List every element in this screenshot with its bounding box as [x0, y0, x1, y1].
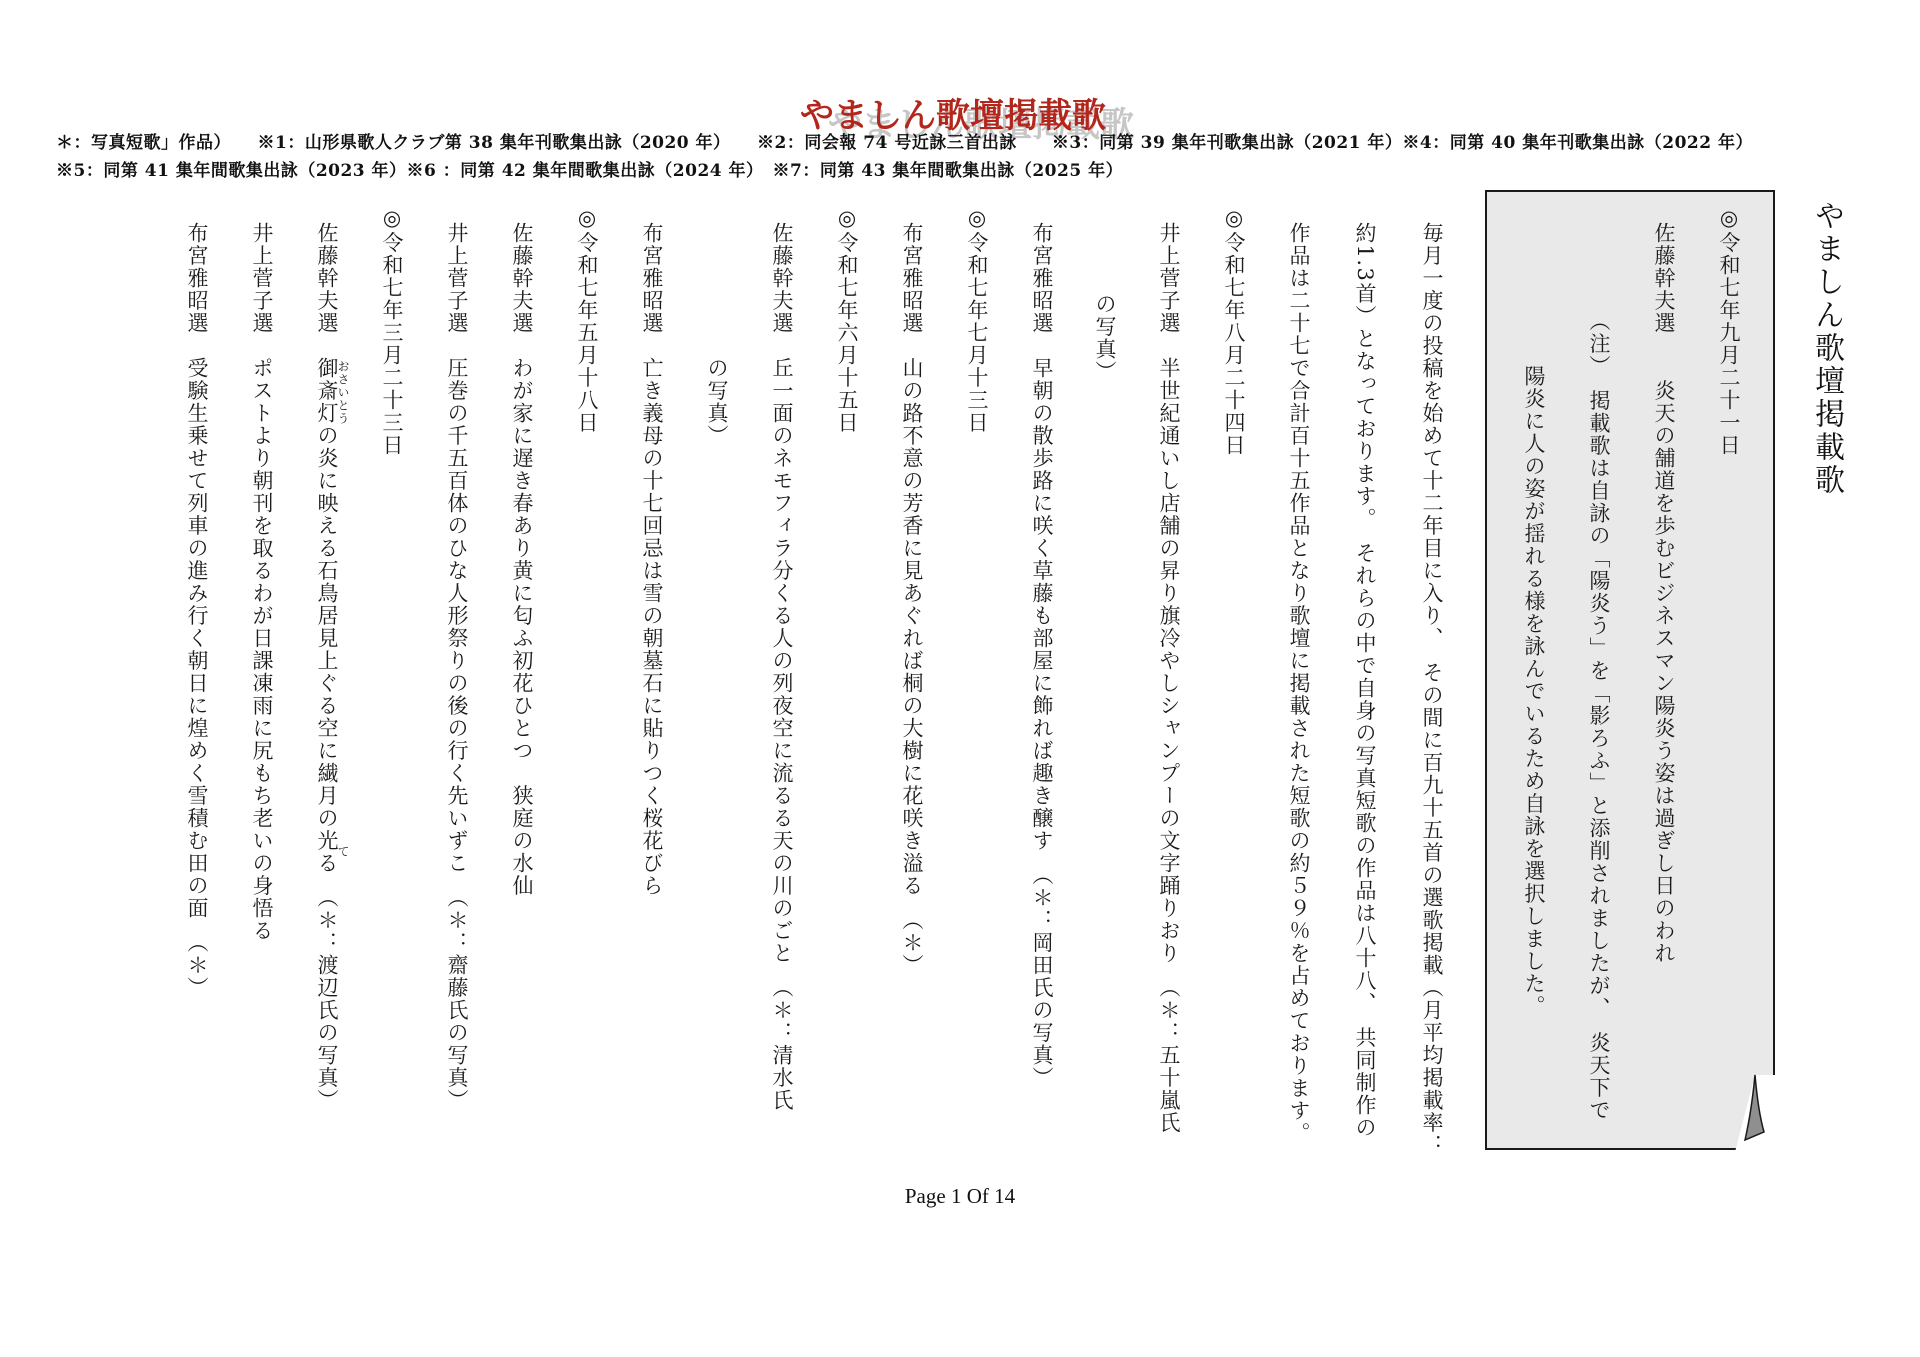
intro-line-2-rest: 首）となっております。 それらの中で自身の写真短歌の作品は八十八、 共同制作の — [1353, 282, 1377, 1139]
page-title: やましん歌壇掲載歌 — [800, 96, 1106, 136]
poem-line: 井上菅子選 半世紀通いし店舗の昇り旗冷やしシャンプーの文字踊りおり （＊：五十嵐氏 — [1157, 222, 1181, 1134]
side-vertical-title: やましん歌壇掲載歌 — [1809, 200, 1844, 497]
date-heading: ◎令和七年六月十五日 — [835, 206, 859, 434]
poem-line: 布宮雅昭選 山の路不意の芳香に見あぐれば桐の大樹に花咲き溢る （＊） — [900, 222, 924, 977]
poem-continuation: の写真） — [705, 357, 729, 447]
intro-line-2-prefix: 約 — [1353, 222, 1377, 245]
poem-line: 井上菅子選 圧巻の千五百体のひな人形祭りの後の行く先いずこ （＊：齋藤氏の写真） — [445, 222, 469, 1112]
poem-line: 布宮雅昭選 亡き義母の十七回忌は雪の朝墓石に貼りつく桜花びら — [640, 222, 664, 897]
furigana-te: て — [336, 845, 350, 858]
note-box-note-line-1: （注） 掲載歌は自詠の「陽炎う」を「影ろふ」と添削されましたが、 炎天下で — [1587, 310, 1611, 1122]
date-heading: ◎令和七年七月十三日 — [965, 206, 989, 434]
page-number-footer: Page 1 Of 14 — [904, 1184, 1016, 1208]
legend-line-1: ＊：写真短歌」作品） ※1：山形県歌人クラブ第 38 集年刊歌集出詠（2020 年） ※2：同会報 74 号近詠三首出詠 ※3：同第 39 集年刊歌集出詠（2021 年）※4：同第 40 集年刊歌集出詠（2022 年） — [56, 133, 1753, 153]
poem-line: 佐藤幹夫選 わが家に遅き春あり黄に匂ふ初花ひとつ 狭庭の水仙 — [510, 222, 534, 897]
intro-line-3: 作品は二十七で合計百十五作品となり歌壇に掲載された短歌の約５９％を占めております。 — [1287, 222, 1311, 1145]
furigana-osaitou: おさいとう — [336, 360, 350, 425]
intro-line-2-number: 1.3 — [1353, 244, 1377, 283]
date-heading: ◎令和七年八月二十四日 — [1222, 206, 1246, 457]
intro-line-1: 毎月一度の投稿を始めて十二年目に入り、 その間に百九十五首の選歌掲載（月平均掲載率： — [1420, 222, 1444, 1157]
poem-line: 佐藤幹夫選 丘一面のネモフィラ分くる人の列夜空に流るる天の川のごと （＊：清水氏 — [770, 222, 794, 1112]
note-box-poem: 佐藤幹夫選 炎天の舗道を歩むビジネスマン陽炎う姿は過ぎし日のわれ — [1652, 222, 1676, 965]
note-box-date: ◎令和七年九月二十一日 — [1717, 206, 1741, 457]
poem-continuation: の写真） — [1093, 293, 1117, 383]
poem-line: 佐藤幹夫選 御斎灯の炎に映える石鳥居見上ぐる空に繊月の光る （＊：渡辺氏の写真） — [315, 222, 339, 1112]
page-curl-icon — [1729, 1070, 1779, 1152]
poem-line: 井上菅子選 ポストより朝刊を取るわが日課凍雨に尻もち老いの身悟る — [250, 222, 274, 942]
date-heading: ◎令和七年三月二十三日 — [380, 206, 404, 457]
poem-line: 布宮雅昭選 早朝の散歩路に咲く草藤も部屋に飾れば趣き醸す （＊：岡田氏の写真） — [1030, 222, 1054, 1089]
legend-line-2: ※5：同第 41 集年間歌集出詠（2023 年）※6 ：同第 42 集年間歌集出詠（2024 年） ※7：同第 43 集年間歌集出詠（2025 年） — [56, 161, 1124, 181]
note-box-note-line-2: 陽炎に人の姿が揺れる様を詠んでいるため自詠を選択しました。 — [1522, 365, 1546, 1018]
intro-line-2 — [1351, 222, 1378, 1139]
date-heading: ◎令和七年五月十八日 — [575, 206, 599, 434]
poem-line: 布宮雅昭選 受験生乗せて列車の進み行く朝日に煌めく雪積む田の面 （＊） — [185, 222, 209, 999]
